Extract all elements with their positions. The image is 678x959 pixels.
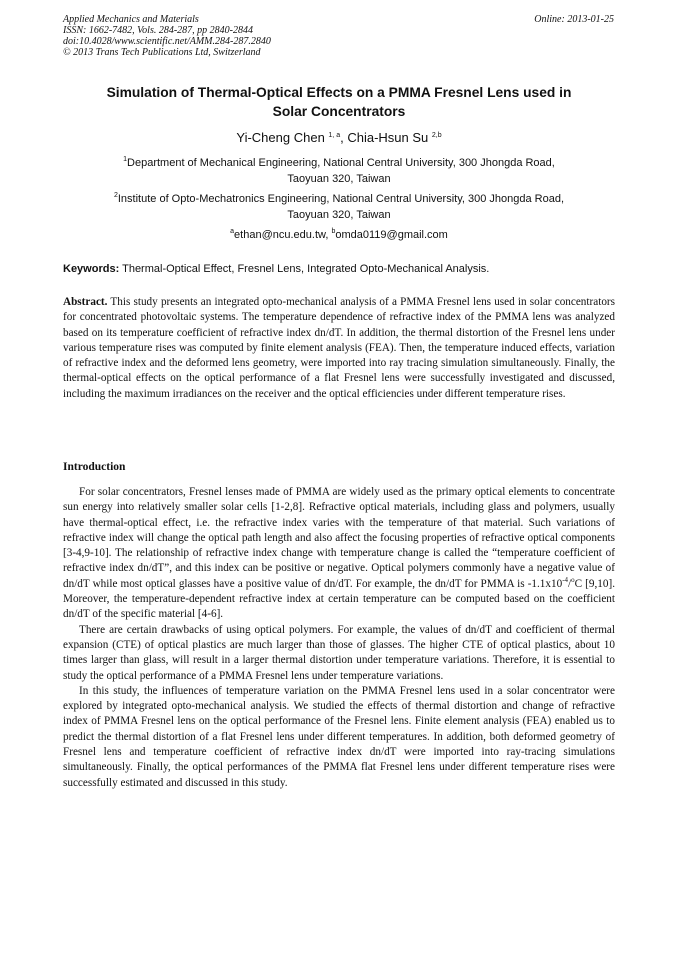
affiliation-number: 2 — [113, 192, 118, 199]
author-affiliation-mark: 1, a — [328, 132, 341, 139]
journal-name: Applied Mechanics and Materials — [63, 14, 199, 25]
author-name: Yi-Cheng Chen — [236, 130, 329, 145]
author-affiliation-mark: 2,b — [431, 132, 442, 139]
online-date: Online: 2013-01-25 — [534, 14, 614, 25]
exponent: -4 — [562, 575, 569, 584]
journal-header — [63, 14, 271, 58]
slash: / — [568, 577, 572, 590]
affiliation-text: Institute of Opto-Mechatronics Engineering, National Central University, 300 Jhongda Road, — [117, 193, 565, 205]
title-line-1: Simulation of Thermal-Optical Effects on a PMMA Fresnel Lens used in — [106, 85, 572, 100]
copyright-line: © 2013 Trans Tech Publications Ltd, Switzerland — [63, 47, 261, 58]
keywords-label: Keywords: — [63, 263, 120, 275]
paragraph — [63, 485, 615, 623]
issn-line: ISSN: 1662-7482, Vols. 284-287, pp 2840-2844 — [63, 25, 253, 36]
paragraph-text: C [9,10]. Moreover, the temperature-dependent refractive index at certain temperature can be computed based on the coefficient dn/dT of the specific material [4-6]. — [63, 577, 615, 621]
paper-title — [63, 83, 615, 121]
paragraph: In this study, the influences of temperature variation on the PMMA Fresnel lens used in a solar concentrator were explored by integrated opto-mechanical analysis. We studied the effects of thermal distortion and change of refractive index of PMMA Fresnel lens on the optical performance of the Fresnel lens. Finite element analysis (FEA) enabled us to predict the thermal distortion of a flat Fresnel lens under different temperatures. In addition, both deformed geometry of Fresnel lens and temperature coefficient of refractive index dn/dT were imported into ray-tracing simulations simultaneously. Finally, the optical performances of the PMMA flat Fresnel lens under different temperature rises were successfully estimated and discussed in this study. — [63, 684, 615, 789]
author-emails — [63, 229, 615, 241]
abstract — [63, 295, 615, 402]
author-separator: , — [340, 130, 348, 145]
affiliation-text: Taoyuan 320, Taiwan — [287, 173, 391, 185]
paragraph-text: For solar concentrators, Fresnel lenses made of PMMA are widely used as the primary optical elements to concentrate sun energy into relatively smaller solar cells [1-2,8]. Refractive optical materials, including glass and polymers, usually have thermal-optical effect, i.e. the refractive index varies with the temperature of that material. Such variations of refractive index will change the optical path length and also affect the focusing properties of refractive optical components [3-4,9-10]. The relationship of refractive index change with temperature change is called the “temperature coefficient of refractive index dn/dT”, and this index can be positive or negative. Optical polymers commonly have a negative value of dn/dT while most optical glasses have a positive value of dn/dT. For example, the dn/dT for PMMA is -1.1x10 — [63, 486, 615, 590]
keywords-text: Thermal-Optical Effect, Fresnel Lens, Integrated Opto-Mechanical Analysis. — [119, 263, 490, 275]
affiliation-text: Taoyuan 320, Taiwan — [287, 209, 391, 221]
keywords — [63, 263, 615, 275]
email-mark: a — [230, 228, 235, 235]
author-name: Chia-Hsun Su — [347, 130, 432, 145]
email-mark: b — [331, 228, 336, 235]
affiliation-2 — [63, 191, 615, 223]
email-separator: , — [325, 229, 332, 241]
affiliation-1 — [63, 155, 615, 187]
section-heading-introduction: Introduction — [63, 461, 126, 473]
title-line-2: Solar Concentrators — [272, 104, 406, 119]
introduction-body — [63, 485, 615, 791]
affiliation-number: 1 — [123, 156, 128, 163]
email-link[interactable]: ethan@ncu.edu.tw — [234, 229, 326, 241]
paragraph: There are certain drawbacks of using optical polymers. For example, the values of dn/dT and coefficient of thermal expansion (CTE) of optical plastics are much larger than those of glasses. The higher CTE of optical plastics, about 10 times larger than glass, will result in a larger thermal distortion under temperature variations. Therefore, it is essential to study the optical performance of a PMMA Fresnel lens under temperature variations. — [63, 623, 615, 682]
affiliation-text: Department of Mechanical Engineering, National Central University, 300 Jhongda Road, — [127, 157, 555, 169]
abstract-label: Abstract. — [63, 296, 108, 308]
doi-line[interactable]: doi:10.4028/www.scientific.net/AMM.284-287.2840 — [63, 36, 271, 47]
email-link[interactable]: omda0119@gmail.com — [335, 229, 448, 241]
abstract-text: This study presents an integrated opto-mechanical analysis of a PMMA Fresnel lens used in solar concentrators for concentrated photovoltaic systems. The temperature dependence of refractive index of the PMMA lens was analyzed based on its temperature coefficient of refractive index dn/dT. In addition, the thermal distortion of the Fresnel lens under various temperature rises was computed by finite element analysis (FEA). Then, the temperature induced effects, variation of refractive index and the deformed lens geometry, were imported into ray tracing simulation simultaneously. Finally, the thermal-optical effects on the optical performance of a flat Fresnel lens were successfully investigated and discussed, including the maximum irradiances on the receiver and the optical efficiencies under different temperature rises. — [63, 296, 615, 400]
author-list — [63, 130, 615, 145]
degree-mark: o — [571, 575, 575, 584]
